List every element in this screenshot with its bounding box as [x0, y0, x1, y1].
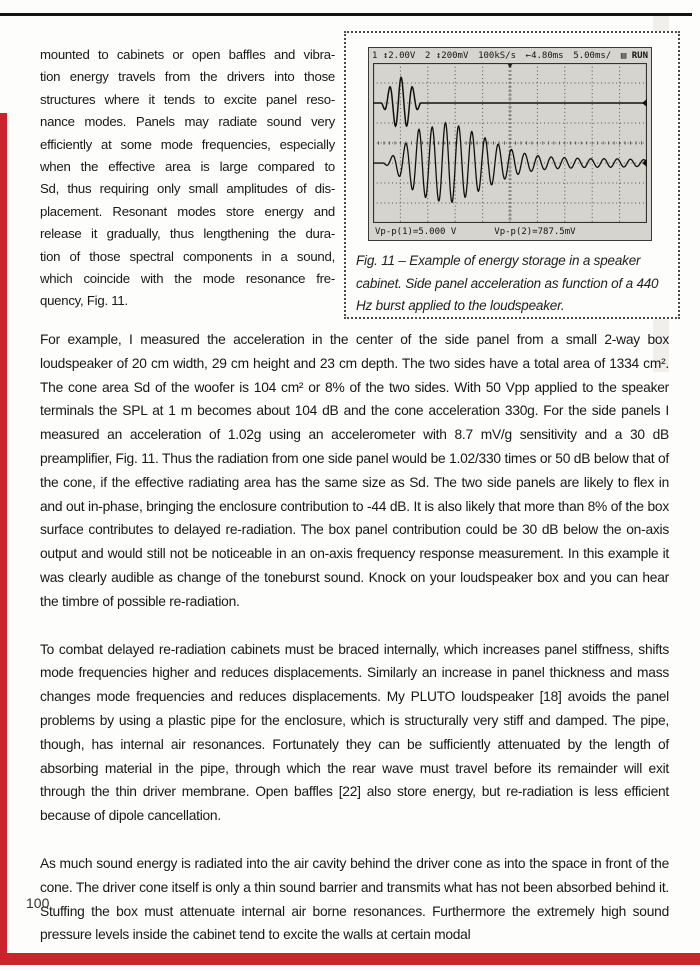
intro-line: tion energy travels from the drivers into those: [40, 69, 335, 85]
figure-11-dotted-box: [344, 31, 680, 319]
scope-sample-rate: 100kS/s: [478, 50, 516, 61]
intro-line: quency, Fig. 11.: [40, 293, 128, 309]
scope-status-bar: [369, 48, 651, 63]
scope-grid-traces: [373, 63, 647, 223]
intro-line: release it gradually, thus lengthening the dura-: [40, 226, 335, 242]
scan-edge-left-red: [0, 113, 7, 965]
intro-line: structures where it tends to excite panel reso-: [40, 91, 335, 107]
scope-ch1-scale: 1 ↕2.00V: [372, 50, 416, 61]
page-number: 100: [26, 895, 50, 911]
scope-ch2-scale: 2 ↕200mV: [425, 50, 469, 61]
paragraph-air-cavity: As much sound energy is radiated into the air cavity behind the driver cone as into the space in front of the cone. The driver cone itself is only a thin sound barrier and transmits what has not been absorbed behind it. Stuffing the box must attenuate internal air borne resonances. Furthermore the extremely high sound pressure levels inside the cabinet tend to excite the walls at certain modal: [40, 855, 669, 943]
intro-line: tion of those spectral components in a sound,: [40, 248, 335, 264]
scope-delay: ←4.80ms: [525, 50, 564, 61]
intro-line: mounted to cabinets or open baffles and vibra-: [40, 47, 335, 62]
scope-vpp2-readout: Vp-p(2)=787.5mV: [494, 227, 576, 237]
intro-line: when the effective area is large compared to: [40, 159, 335, 175]
intro-line: which coincide with the mode resonance fre-: [40, 271, 335, 287]
scope-graticule-area: [373, 63, 647, 223]
intro-column: [40, 44, 335, 313]
paragraph-measurement-example: For example, I measured the acceleration in the center of the side panel from a small 2-way box loudspeaker of 20 cm width, 29 cm height and 23 cm depth. The two sides have a total area of 1334 cm². The cone area Sd of the woofer is 104 cm² or 8% of the two sides. With 50 Vpp applied to the speaker terminals the SPL at 1 m becomes about 104 dB and the cone acceleration 330g. For the side panels I measured an acceleration of 1.02g using an accelerometer with 8.7 mV/g sensitivity and a 30 dB preamplifier, Fig. 11. Thus the radiation from one side panel would be 1.02/330 times or 50 dB below that of the cone, if the effective radiating area has the same size as Sd. The two side panels are likely to flex in and out in-phase, bringing the enclosure contribution to -44 dB. It is also likely that more than 8% of the box surface contributes to delayed re-radiation. The box panel contribution could be 30 dB below the on-axis output and would still not be noticeable in an on-axis frequency response measurement. In this example it was clearly audible as change of the toneburst sound. Knock on your loudspeaker box and you can hear the timbre of possible re-radiation.: [40, 332, 669, 609]
scope-run-status: [621, 51, 648, 61]
intro-line: placement. Resonant modes store energy and: [40, 203, 335, 219]
top-rule-line: [0, 13, 692, 16]
figure-11-caption: Fig. 11 – Example of energy storage in a speaker cabinet. Side panel acceleration as function of a 440 Hz burst applied to the loudspeaker.: [356, 253, 659, 313]
intro-line: efficiently at some mode frequencies, especially: [40, 136, 335, 152]
intro-line: nance modes. Panels may radiate sound very: [40, 114, 335, 130]
paragraph-bracing-pluto: To combat delayed re-radiation cabinets must be braced internally, which increases panel stiffness, shifts mode frequencies higher and reduces displacements. Similarly an increase in panel thickness and mass changes mode frequencies and reduces displacements. My PLUTO loudspeaker [18] avoids the panel problems by using a plastic pipe for the enclosure, which is structurally very stiff and damped. The pipe, though, has internal air resonances. Fortunately they can be sufficiently attenuated by the length of absorbing material in the pipe, through which the rear wave must travel before its remainder will exit through the thin driver membrane. Open baffles [22] also store energy, but re-radiation is less efficient because of dipole cancellation.: [40, 641, 669, 824]
intro-line: Sd, thus requiring only small amplitudes of dis-: [40, 181, 335, 197]
scope-measurement-row: [375, 225, 647, 239]
oscilloscope-screenshot: [368, 47, 652, 241]
scope-timebase: 5.00ms/: [573, 50, 612, 61]
body-text: [40, 328, 669, 971]
run-label: RUN: [631, 50, 648, 61]
scope-vpp1-readout: Vp-p(1)=5.000 V: [375, 227, 457, 237]
run-grid-icon: ▤: [620, 50, 627, 61]
